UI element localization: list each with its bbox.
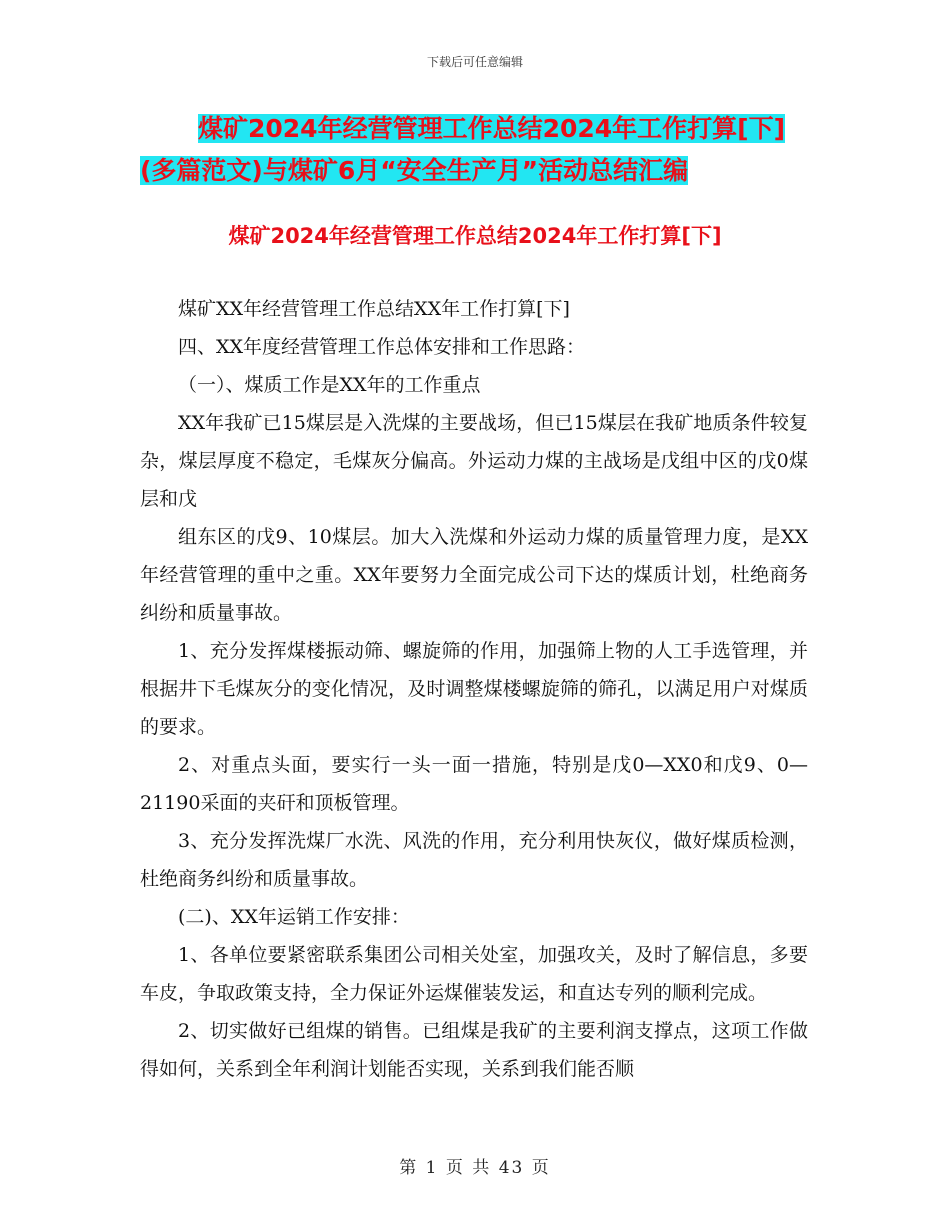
- sub-title: 煤矿2024年经营管理工作总结2024年工作打算[下]: [228, 224, 722, 248]
- paragraph: 2、对重点头面，要实行一头一面一措施，特别是戊0—XX0和戊9、0—21190采面的夹矸和顶板管理。: [140, 754, 808, 814]
- main-title: [140, 108, 820, 192]
- main-title-line-1-text: 煤矿2024年经营管理工作总结2024年工作打算[下]: [198, 114, 786, 143]
- paragraph: 1、充分发挥煤楼振动筛、螺旋筛的作用，加强筛上物的人工手选管理，并根据井下毛煤灰分的变化情况，及时调整煤楼螺旋筛的筛孔，以满足用户对煤质的要求。: [140, 640, 808, 738]
- paragraph: 1、各单位要紧密联系集团公司相关处室，加强攻关，及时了解信息，多要车皮，争取政策支持，全力保证外运煤催装发运，和直达专列的顺利完成。: [140, 944, 808, 1004]
- paragraph: （一）、煤质工作是XX年的工作重点: [178, 374, 481, 396]
- page-footer: 第 1 页 共 43 页: [399, 1158, 551, 1178]
- main-title-line-2-text: (多篇范文)与煤矿6月“安全生产月”活动总结汇编: [140, 156, 689, 185]
- document-body: [140, 290, 808, 1088]
- header-note: 下载后可任意编辑: [426, 55, 523, 69]
- paragraph: (二)、XX年运销工作安排：: [178, 906, 410, 928]
- paragraph: 3、充分发挥洗煤厂水洗、风洗的作用，充分利用快灰仪，做好煤质检测，杜绝商务纠纷和质量事故。: [140, 830, 808, 890]
- paragraph: XX年我矿已15煤层是入洗煤的主要战场，但已15煤层在我矿地质条件较复杂，煤层厚度不稳定，毛煤灰分偏高。外运动力煤的主战场是戊组中区的戊0煤层和戊: [140, 412, 808, 510]
- paragraph: 四、XX年度经营管理工作总体安排和工作思路：: [178, 336, 586, 358]
- paragraph: 组东区的戊9、10煤层。加大入洗煤和外运动力煤的质量管理力度，是XX年经营管理的重中之重。XX年要努力全面完成公司下达的煤质计划，杜绝商务纠纷和质量事故。: [140, 526, 808, 624]
- paragraph: 煤矿XX年经营管理工作总结XX年工作打算[下]: [178, 298, 570, 320]
- main-title-line-1: [140, 108, 820, 150]
- paragraph: 2、切实做好已组煤的销售。已组煤是我矿的主要利润支撑点，这项工作做得如何，关系到全年利润计划能否实现，关系到我们能否顺: [140, 1020, 808, 1080]
- main-title-line-2: [140, 150, 820, 192]
